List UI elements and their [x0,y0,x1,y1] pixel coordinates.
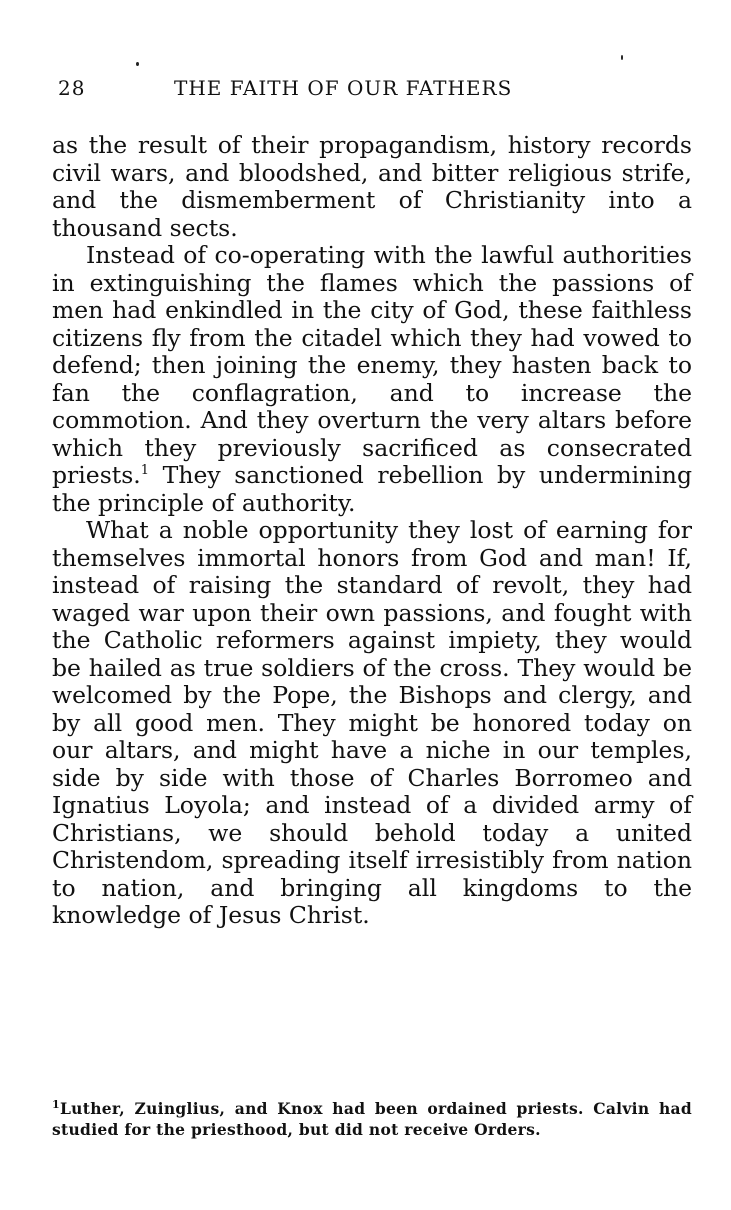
running-head [58,76,688,106]
paragraph-opportunity [52,517,692,930]
paragraph-text: They sanctioned rebellion by undermining the principle of authority. [52,461,692,517]
print-speck [136,62,139,66]
paragraph-continuation [52,132,692,242]
paragraph-text: Instead of co-operating with the lawful authorities in extinguishing the flames which the passions of men had enkindled in the city of God, these faithless citizens fly from the citadel which they had vowed to defend; then joining the enemy, they hasten back to fan the conflagration, and to increase the commotion. And they overturn the very altars before which they previously sacrificed as consecrated priests. [52,241,692,489]
running-title: THE FAITH OF OUR FATHERS [174,76,513,100]
footnote-marker: 1 [52,1098,60,1111]
body-text [52,132,692,930]
footnote-reference: 1 [140,463,150,478]
page-number: 28 [58,76,86,100]
print-speck [621,55,623,60]
paragraph-text: as the result of their propagandism, history records civil wars, and bloodshed, and bitter religious strife, and the dismemberment of Christianity into a thousand sects. [52,131,692,242]
paragraph-authorities [52,242,692,517]
footnote-text: Luther, Zuinglius, and Knox had been ordained priests. Calvin had studied for the priesthood, but did not receive Orders. [52,1099,692,1139]
footnote [52,1098,692,1140]
book-page [52,0,692,1210]
paragraph-text: What a noble opportunity they lost of earning for themselves immortal honors from God and man! If, instead of raising the standard of revolt, they had waged war upon their own passions, and fought with the Catholic reformers against impiety, they would be hailed as true soldiers of the cross. They would be welcomed by the Pope, the Bishops and clergy, and by all good men. They might be honored today on our altars, and might have a niche in our temples, side by side with those of Charles Borromeo and Ignatius Loyola; and instead of a divided army of Christians, we should behold today a united Christendom, spreading itself irresistibly from nation to nation, and bringing all kingdoms to the knowledge of Jesus Christ. [52,516,692,929]
